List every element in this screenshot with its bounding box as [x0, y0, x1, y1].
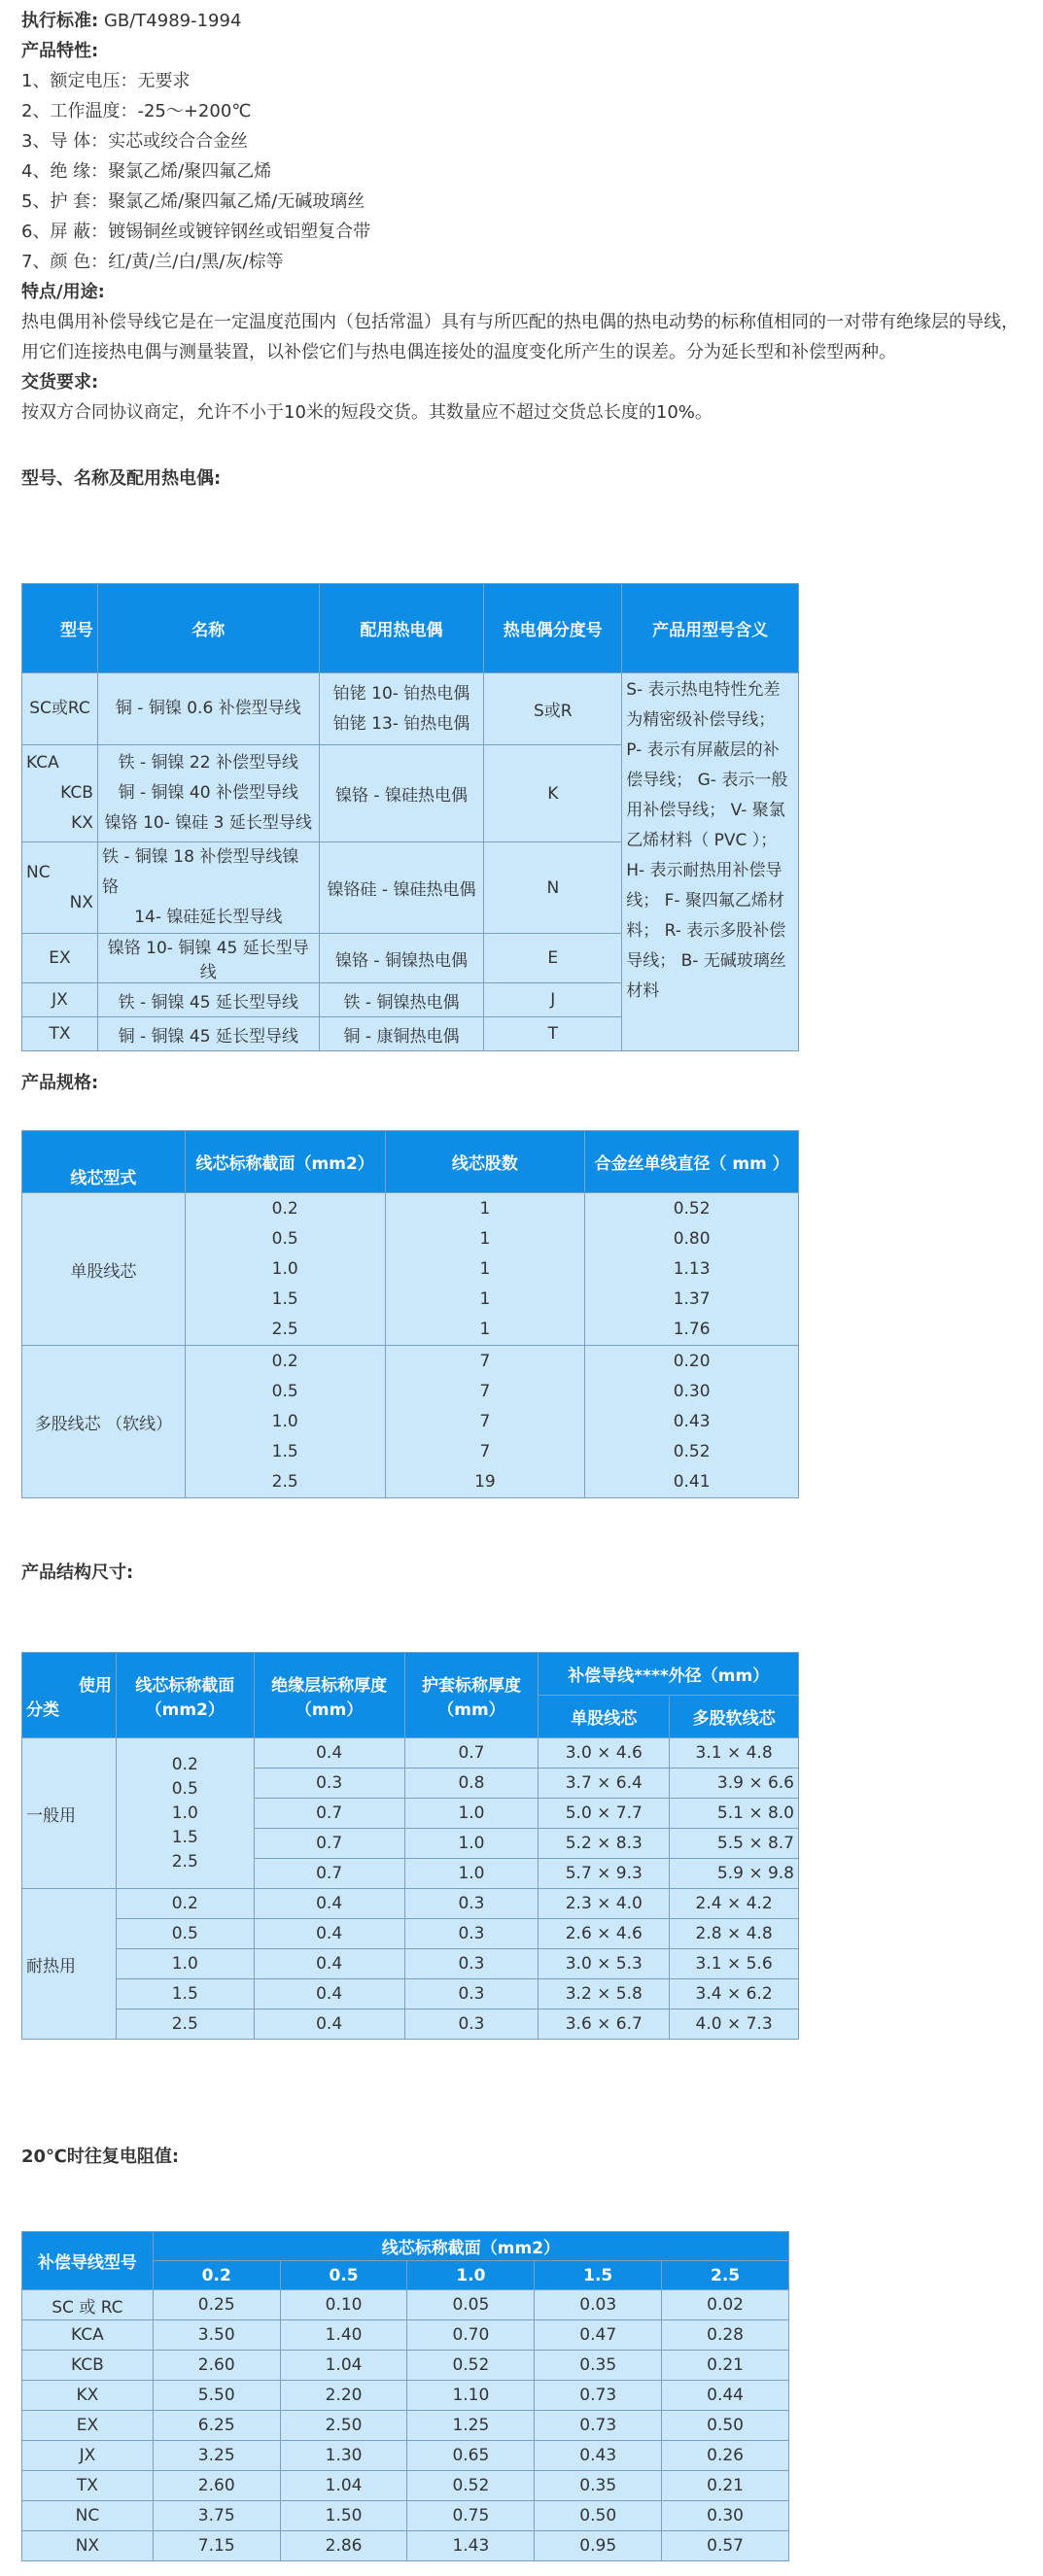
model-cell: JX — [22, 983, 98, 1017]
meaning-line: 乙烯材料（ PVC ）； — [626, 831, 778, 850]
table-row — [22, 2501, 789, 2531]
name-line: 镍铬 10- 镍硅 3 延长型导线 — [104, 813, 312, 833]
tc-cell — [319, 673, 484, 745]
spec-block — [21, 6, 1023, 428]
resistance-cell: 0.52 — [407, 2471, 535, 2501]
ins-cell: 0.4 — [254, 2009, 404, 2040]
area-cell: 1.0 — [116, 1949, 254, 1979]
value: 1.5 — [271, 1288, 298, 1309]
model-cell: JX — [22, 2441, 154, 2471]
diameter-cell — [585, 1193, 799, 1346]
header-ins-line: 绝缘层标称厚度 — [271, 1675, 388, 1696]
model-cell: KX — [22, 2381, 154, 2411]
header-tc: 配用热电偶 — [319, 584, 484, 673]
model-cell: NC — [22, 2501, 154, 2531]
resistance-cell: 0.25 — [153, 2290, 280, 2320]
table-row — [22, 2351, 789, 2381]
table-row — [22, 2531, 789, 2561]
resistance-cell: 1.43 — [407, 2531, 535, 2561]
resist-body — [22, 2290, 789, 2561]
tc-line: 铂铑 10- 铂热电偶 — [332, 683, 470, 704]
value: 1 — [479, 1319, 491, 1339]
value: 0.2 — [271, 1351, 298, 1371]
struct-table — [21, 1652, 799, 2040]
name-cell: 铁 - 铜镍 45 延长型导线 — [97, 983, 319, 1017]
value: 1.76 — [673, 1319, 711, 1339]
standard-line — [21, 6, 1023, 36]
table-row — [22, 2290, 789, 2320]
name-cell: 镍铬 10- 铜镍 45 延长型导线 — [97, 934, 319, 983]
meaning-line: 为精密级补偿导线； — [626, 710, 776, 730]
model-code: SC或RC — [29, 699, 90, 718]
table-row — [22, 1979, 799, 2009]
multi-cell: 2.4 × 4.2 — [670, 1889, 799, 1919]
table-row — [22, 1346, 799, 1498]
resistance-cell: 0.26 — [662, 2441, 789, 2471]
resistance-cell: 0.35 — [535, 2471, 662, 2501]
value: 1.5 — [171, 1827, 198, 1847]
header-sheath-line: 护套标称厚度 — [421, 1675, 521, 1696]
area-cell: 0.5 — [116, 1919, 254, 1949]
header-sheath — [404, 1653, 539, 1738]
header-outer: 补偿导线****外径（mm） — [539, 1653, 799, 1696]
model-code: KCB — [60, 783, 93, 803]
multi-cell: 2.8 × 4.8 — [670, 1919, 799, 1949]
meaning-line: 线； F- 聚四氟乙烯材 — [626, 891, 784, 910]
resistance-cell: 0.52 — [407, 2351, 535, 2381]
ins-cell: 0.3 — [254, 1769, 404, 1799]
meaning-line: 导线； B- 无碱玻璃丝 — [626, 951, 786, 971]
resistance-cell: 1.25 — [407, 2411, 535, 2441]
resistance-cell: 5.50 — [153, 2381, 280, 2411]
single-cell: 3.0 × 4.6 — [539, 1738, 670, 1769]
name-cell — [97, 745, 319, 842]
value: 1.0 — [171, 1803, 198, 1823]
usage-title: 特点/用途: — [21, 282, 105, 302]
resistance-cell: 0.28 — [662, 2320, 789, 2351]
spec-section-title: 产品规格: — [21, 1073, 99, 1093]
resistance-cell: 2.86 — [280, 2531, 407, 2561]
area-cell — [185, 1193, 385, 1346]
resistance-cell: 2.60 — [153, 2351, 280, 2381]
table-row — [22, 1919, 799, 1949]
single-cell: 2.6 × 4.6 — [539, 1919, 670, 1949]
value: 0.41 — [673, 1471, 711, 1492]
name-line: 铁 - 铜镍 22 补偿型导线 — [118, 753, 298, 773]
model-code: NC — [26, 862, 51, 882]
table-row — [22, 673, 799, 745]
model-cell: KCB — [22, 2351, 154, 2381]
value: 7 — [479, 1441, 491, 1461]
standard-label: 执行标准: — [21, 11, 99, 31]
resistance-cell: 3.25 — [153, 2441, 280, 2471]
value: 1 — [479, 1258, 491, 1279]
area-cell: 2.5 — [116, 2009, 254, 2040]
value: 0.5 — [171, 1778, 198, 1799]
header-use-category — [22, 1653, 117, 1738]
resistance-cell: 3.75 — [153, 2501, 280, 2531]
model-cell — [22, 745, 98, 842]
meaning-line: 用补偿导线； V- 聚氯 — [626, 801, 785, 820]
feature-item: 2、工作温度：-25～+200℃ — [21, 101, 252, 121]
table-row — [22, 2320, 789, 2351]
resistance-cell: 0.21 — [662, 2351, 789, 2381]
resistance-cell: 0.50 — [662, 2411, 789, 2441]
model-cell — [22, 842, 98, 934]
sheath-cell: 1.0 — [404, 1829, 539, 1859]
features-title: 产品特性: — [21, 41, 99, 61]
model-cell: TX — [22, 2471, 154, 2501]
sheath-cell: 0.7 — [404, 1738, 539, 1769]
sheath-cell: 0.3 — [404, 1889, 539, 1919]
use-label: 一般用 — [22, 1738, 117, 1889]
table-row — [22, 1889, 799, 1919]
meaning-line: 料； R- 表示多股补偿 — [626, 921, 786, 941]
header-use: 使用 — [78, 1675, 112, 1696]
resistance-cell: 0.03 — [535, 2290, 662, 2320]
resistance-cell: 0.70 — [407, 2320, 535, 2351]
ins-cell: 0.4 — [254, 1949, 404, 1979]
ins-cell: 0.4 — [254, 1738, 404, 1769]
name-line: 铜 - 铜镍 40 补偿型导线 — [118, 783, 298, 803]
multi-cell: 3.1 × 5.6 — [670, 1949, 799, 1979]
name-cell — [97, 673, 319, 745]
sheath-cell: 0.3 — [404, 1919, 539, 1949]
sheath-cell: 0.8 — [404, 1769, 539, 1799]
tc-cell: 镍铬硅 - 镍硅热电偶 — [319, 842, 484, 934]
model-table — [21, 583, 799, 1051]
header-insulation — [254, 1653, 404, 1738]
resistance-cell: 7.15 — [153, 2531, 280, 2561]
strands-cell — [385, 1346, 585, 1498]
resist-section-title: 20℃时往复电阻值: — [21, 2147, 180, 2167]
multi-cell: 5.5 × 8.7 — [670, 1829, 799, 1859]
meaning-line: S- 表示热电特性允差 — [626, 680, 781, 700]
header-area — [116, 1653, 254, 1738]
table-row — [22, 2381, 789, 2411]
model-cell: NX — [22, 2531, 154, 2561]
size-header: 1.5 — [535, 2261, 662, 2290]
resistance-cell: 0.57 — [662, 2531, 789, 2561]
header-core-type: 线芯型式 — [22, 1131, 186, 1193]
strands-cell — [385, 1193, 585, 1346]
header-area: 线芯标称截面（mm2） — [153, 2232, 788, 2261]
grade-cell: K — [484, 745, 622, 842]
resistance-cell: 0.47 — [535, 2320, 662, 2351]
header-category: 分类 — [26, 1700, 59, 1720]
single-cell: 5.2 × 8.3 — [539, 1829, 670, 1859]
usage-text: 热电偶用补偿导线它是在一定温度范围内（包括常温）具有与所匹配的热电偶的热电动势的标称值相同的一对带有绝缘层的导线，用它们连接热电偶与测量装置，以补偿它们与热电偶连接处的温度变化所产生的误差。分为延长型和补偿型两种。 — [21, 312, 1019, 362]
value: 1 — [479, 1288, 491, 1309]
model-code: KCA — [26, 753, 59, 773]
model-cell — [22, 673, 98, 745]
header-area-line: （mm2） — [145, 1700, 225, 1720]
ins-cell: 0.7 — [254, 1799, 404, 1829]
value: 1.13 — [673, 1258, 711, 1279]
diameter-cell — [585, 1346, 799, 1498]
resistance-cell: 0.35 — [535, 2351, 662, 2381]
value: 0.20 — [673, 1351, 711, 1371]
value: 7 — [479, 1411, 491, 1431]
tc-cell: 铜 - 康铜热电偶 — [319, 1017, 484, 1051]
model-code: KX — [71, 813, 93, 833]
resistance-cell: 1.10 — [407, 2381, 535, 2411]
delivery-title: 交货要求: — [21, 372, 99, 393]
value: 0.2 — [171, 1754, 198, 1774]
delivery-text: 按双方合同协议商定，允许不小于10米的短段交货。其数量应不超过交货总长度的10%。 — [21, 402, 713, 423]
value: 2.5 — [271, 1471, 298, 1492]
feature-item: 5、护 套：聚氯乙烯/聚四氟乙烯/无碱玻璃丝 — [21, 191, 365, 212]
name-line: 铁 - 铜镍 18 补偿型导线镍铬 — [101, 847, 299, 897]
value: 0.30 — [673, 1381, 711, 1401]
table-row — [22, 2441, 789, 2471]
resistance-cell: 0.95 — [535, 2531, 662, 2561]
header-name: 名称 — [97, 584, 319, 673]
resistance-cell: 1.04 — [280, 2351, 407, 2381]
single-cell: 5.0 × 7.7 — [539, 1799, 670, 1829]
tc-cell: 铁 - 铜镍热电偶 — [319, 983, 484, 1017]
value: 1.5 — [271, 1441, 298, 1461]
grade-cell: J — [484, 983, 622, 1017]
ins-cell: 0.4 — [254, 1919, 404, 1949]
use-label: 耐热用 — [22, 1889, 117, 2040]
header-strands: 线芯股数 — [385, 1131, 585, 1193]
header-single: 单股线芯 — [539, 1696, 670, 1738]
single-cell: 3.7 × 6.4 — [539, 1769, 670, 1799]
single-cell: 2.3 × 4.0 — [539, 1889, 670, 1919]
header-sheath-line: （mm） — [437, 1700, 505, 1720]
value: 7 — [479, 1351, 491, 1371]
header-multi: 多股软线芯 — [670, 1696, 799, 1738]
resist-table — [21, 2231, 789, 2561]
struct-section-title: 产品结构尺寸: — [21, 1563, 134, 1583]
ins-cell: 0.4 — [254, 1979, 404, 2009]
sheath-cell: 1.0 — [404, 1859, 539, 1889]
resistance-cell: 0.02 — [662, 2290, 789, 2320]
area-cell: 1.5 — [116, 1979, 254, 2009]
resistance-cell: 0.50 — [535, 2501, 662, 2531]
size-header: 0.2 — [153, 2261, 280, 2290]
tc-cell: 镍铬 - 铜镍热电偶 — [319, 934, 484, 983]
meaning-line: P- 表示有屏蔽层的补 — [626, 740, 780, 760]
resistance-cell: 0.65 — [407, 2441, 535, 2471]
header-area-line: 线芯标称截面 — [135, 1675, 235, 1696]
header-model-text: 型号 — [59, 621, 93, 640]
value: 2.5 — [171, 1851, 198, 1872]
value: 1.0 — [271, 1258, 298, 1279]
multi-cell: 5.9 × 9.8 — [670, 1859, 799, 1889]
resistance-cell: 2.20 — [280, 2381, 407, 2411]
model-cell: SC 或 RC — [22, 2290, 154, 2320]
sheath-cell: 0.3 — [404, 1949, 539, 1979]
value: 7 — [479, 1381, 491, 1401]
header-model — [22, 584, 98, 673]
header-meaning: 产品用型号含义 — [622, 584, 799, 673]
name-cell: 铜 - 铜镍 45 延长型导线 — [97, 1017, 319, 1051]
value: 1.0 — [271, 1411, 298, 1431]
table-row — [22, 1193, 799, 1346]
resistance-cell: 0.43 — [535, 2441, 662, 2471]
grade-cell: N — [484, 842, 622, 934]
group-label: 多股线芯 （软线） — [22, 1346, 186, 1498]
value: 0.52 — [673, 1198, 711, 1219]
area-cell — [185, 1346, 385, 1498]
resistance-cell: 0.10 — [280, 2290, 407, 2320]
multi-cell: 4.0 × 7.3 — [670, 2009, 799, 2040]
model-cell: EX — [22, 934, 98, 983]
model-cell: KCA — [22, 2320, 154, 2351]
value: 19 — [474, 1471, 496, 1492]
resistance-cell: 0.30 — [662, 2501, 789, 2531]
meaning-line: 材料 — [626, 981, 660, 1001]
value: 2.5 — [271, 1319, 298, 1339]
value: 0.2 — [271, 1198, 298, 1219]
sheath-cell: 1.0 — [404, 1799, 539, 1829]
table-row — [22, 2411, 789, 2441]
resistance-cell: 0.75 — [407, 2501, 535, 2531]
table-row — [22, 1949, 799, 1979]
ins-cell: 0.7 — [254, 1829, 404, 1859]
meaning-line: H- 表示耐热用补偿导 — [626, 861, 782, 880]
resistance-cell: 6.25 — [153, 2411, 280, 2441]
header-grade: 热电偶分度号 — [484, 584, 622, 673]
value: 0.52 — [673, 1441, 711, 1461]
value: 1 — [479, 1228, 491, 1249]
size-header: 0.5 — [280, 2261, 407, 2290]
resistance-cell: 0.05 — [407, 2290, 535, 2320]
meaning-line: 偿导线； G- 表示一般 — [626, 771, 788, 790]
value: 0.5 — [271, 1381, 298, 1401]
model-code: NX — [69, 892, 93, 912]
header-diameter: 合金丝单线直径（ mm ） — [585, 1131, 799, 1193]
resistance-cell: 1.50 — [280, 2501, 407, 2531]
tc-line: 铂铑 13- 铂热电偶 — [332, 713, 470, 734]
name-cell — [97, 842, 319, 934]
sheath-cell: 0.3 — [404, 2009, 539, 2040]
single-cell: 3.6 × 6.7 — [539, 2009, 670, 2040]
feature-item: 7、颜 色：红/黄/兰/白/黑/灰/棕等 — [21, 252, 284, 272]
name-line: 铜 - 铜镍 0.6 补偿型导线 — [115, 699, 301, 718]
single-cell: 3.2 × 5.8 — [539, 1979, 670, 2009]
resistance-cell: 0.44 — [662, 2381, 789, 2411]
header-ins-line: （mm） — [295, 1700, 364, 1720]
multi-cell: 5.1 × 8.0 — [670, 1799, 799, 1829]
area-cell: 0.2 — [116, 1889, 254, 1919]
size-header: 2.5 — [662, 2261, 789, 2290]
multi-cell: 3.1 × 4.8 — [670, 1738, 799, 1769]
resistance-cell: 1.30 — [280, 2441, 407, 2471]
grade-cell: E — [484, 934, 622, 983]
tc-cell: 镍铬 - 镍硅热电偶 — [319, 745, 484, 842]
grade-cell: T — [484, 1017, 622, 1051]
standard-value: GB/T4989-1994 — [103, 11, 242, 31]
multi-cell: 3.4 × 6.2 — [670, 1979, 799, 2009]
meaning-cell — [622, 673, 799, 1051]
size-header: 1.0 — [407, 2261, 535, 2290]
group-label: 单股线芯 — [22, 1193, 186, 1346]
area-cell — [116, 1738, 254, 1889]
ins-cell: 0.4 — [254, 1889, 404, 1919]
table-row — [22, 2471, 789, 2501]
value: 1.37 — [673, 1288, 711, 1309]
table-row — [22, 2009, 799, 2040]
feature-item: 6、屏 蔽：镀锡铜丝或镀锌钢丝或铝塑复合带 — [21, 222, 371, 242]
value: 0.43 — [673, 1411, 711, 1431]
header-area: 线芯标称截面（mm2） — [185, 1131, 385, 1193]
multi-cell: 3.9 × 6.6 — [670, 1769, 799, 1799]
sheath-cell: 0.3 — [404, 1979, 539, 2009]
resistance-cell: 0.73 — [535, 2411, 662, 2441]
feature-item: 4、绝 缘：聚氯乙烯/聚四氟乙烯 — [21, 161, 272, 182]
resistance-cell: 3.50 — [153, 2320, 280, 2351]
single-cell: 5.7 × 9.3 — [539, 1859, 670, 1889]
value: 1 — [479, 1198, 491, 1219]
grade-cell: S或R — [484, 673, 622, 745]
feature-item: 3、导 体：实芯或绞合合金丝 — [21, 131, 249, 152]
model-section-title: 型号、名称及配用热电偶: — [21, 468, 222, 489]
name-line: 14- 镍硅延长型导线 — [134, 908, 283, 927]
table-row — [22, 1738, 799, 1769]
resistance-cell: 2.50 — [280, 2411, 407, 2441]
ins-cell: 0.7 — [254, 1859, 404, 1889]
single-cell: 3.0 × 5.3 — [539, 1949, 670, 1979]
model-cell: EX — [22, 2411, 154, 2441]
resistance-cell: 0.73 — [535, 2381, 662, 2411]
header-model: 补偿导线型号 — [22, 2232, 154, 2290]
resistance-cell: 1.04 — [280, 2471, 407, 2501]
value: 0.5 — [271, 1228, 298, 1249]
resistance-cell: 2.60 — [153, 2471, 280, 2501]
resistance-cell: 1.40 — [280, 2320, 407, 2351]
feature-item: 1、额定电压：无要求 — [21, 71, 191, 91]
value: 0.80 — [673, 1228, 711, 1249]
spec-table — [21, 1130, 799, 1498]
model-cell: TX — [22, 1017, 98, 1051]
resistance-cell: 0.21 — [662, 2471, 789, 2501]
